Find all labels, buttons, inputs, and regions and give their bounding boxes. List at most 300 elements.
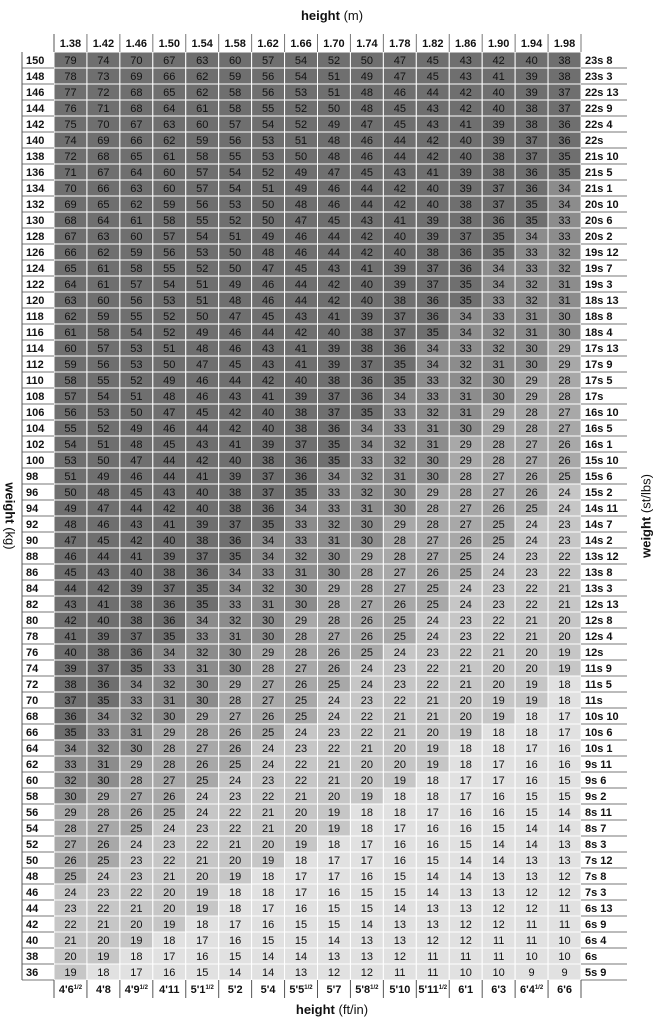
bmi-value: 56 (64, 407, 77, 419)
bmi-value: 37 (393, 327, 406, 339)
bmi-value: 68 (130, 87, 143, 99)
bmi-value: 12 (525, 887, 538, 899)
bmi-value: 24 (558, 503, 571, 515)
bmi-value: 37 (97, 663, 110, 675)
bmi-value: 35 (196, 599, 209, 611)
bmi-value: 23 (229, 791, 242, 803)
bmi-value: 19 (196, 903, 209, 915)
height-ft-label: $5'8^{1/2}$ (355, 984, 379, 996)
bmi-value: 22 (426, 679, 439, 691)
bmi-value: 14 (525, 839, 538, 851)
bmi-value: 24 (294, 727, 308, 739)
bmi-value: 13 (525, 871, 538, 883)
bmi-value: 18 (525, 711, 538, 723)
bmi-value: 24 (163, 823, 176, 835)
bmi-value: 14 (525, 823, 538, 835)
bmi-value: 37 (525, 151, 538, 163)
bmi-value: 30 (196, 679, 209, 691)
bmi-value: 68 (130, 103, 143, 115)
bmi-value: 29 (360, 551, 374, 563)
bmi-value: 44 (261, 327, 275, 339)
height-m-label: 1.74 (356, 38, 378, 50)
bmi-value: 27 (492, 487, 505, 499)
bmi-value: 22 (261, 791, 275, 803)
weight-kg-label: 84 (26, 583, 39, 595)
weight-kg-label: 92 (26, 519, 39, 531)
bmi-value: 24 (261, 743, 275, 755)
bmi-value: 40 (64, 647, 77, 659)
height-ft-label: $5'1^{1/2}$ (190, 984, 214, 996)
bmi-value: 16 (558, 759, 571, 771)
bmi-value: 32 (64, 775, 77, 787)
bmi-value: 56 (229, 135, 242, 147)
bmi-value: 11 (558, 903, 571, 915)
bmi-value: 35 (426, 327, 439, 339)
bmi-value: 24 (525, 519, 538, 531)
bmi-value: 22 (459, 647, 472, 659)
bmi-value: 64 (97, 215, 110, 227)
bmi-value: 14 (229, 967, 242, 979)
bmi-value: 37 (558, 103, 571, 115)
bmi-value: 18 (229, 887, 242, 899)
bmi-value: 10 (459, 967, 472, 979)
bmi-value: 15 (261, 935, 275, 947)
bmi-value: 20 (459, 711, 472, 723)
bmi-value: 42 (327, 295, 341, 307)
bmi-value: 15 (360, 903, 374, 915)
height-ft-label: 5'4 (260, 984, 276, 996)
bmi-value: 17 (294, 871, 308, 883)
bmi-value: 17 (426, 807, 439, 819)
bmi-value: 24 (426, 631, 439, 643)
bmi-value: 36 (525, 167, 538, 179)
bmi-value: 47 (97, 503, 110, 515)
bmi-value: 58 (97, 327, 110, 339)
bmi-value: 31 (97, 759, 110, 771)
bmi-value: 27 (393, 583, 406, 595)
bmi-value: 14 (426, 887, 439, 899)
bmi-value: 18 (327, 839, 341, 851)
bmi-value: 38 (492, 151, 505, 163)
bmi-value: 23 (360, 695, 374, 707)
bmi-value: 19 (558, 647, 571, 659)
bmi-value: 21 (459, 663, 472, 675)
bmi-value: 18 (229, 903, 242, 915)
bmi-value: 35 (558, 167, 571, 179)
bmi-value: 13 (393, 919, 406, 931)
weight-kg-label: 66 (26, 727, 39, 739)
bmi-value: 34 (492, 279, 505, 291)
bmi-value: 18 (393, 807, 406, 819)
weight-st-label: 8s 11 (585, 807, 612, 819)
weight-kg-label: 64 (26, 743, 39, 755)
bmi-value: 31 (426, 439, 439, 451)
bmi-value: 33 (130, 695, 143, 707)
bmi-value: 26 (130, 807, 143, 819)
bmi-value: 25 (294, 711, 308, 723)
bmi-value: 65 (130, 151, 143, 163)
bmi-value: 19 (261, 855, 275, 867)
weight-st-label: 20s 10 (585, 199, 619, 211)
bmi-value: 48 (196, 343, 209, 355)
bmi-value: 24 (97, 871, 110, 883)
bmi-value: 38 (294, 423, 308, 435)
bmi-value: 44 (229, 375, 242, 387)
bmi-value: 18 (163, 935, 176, 947)
bmi-value: 40 (360, 295, 374, 307)
bmi-value: 42 (459, 87, 472, 99)
bmi-value: 39 (426, 215, 439, 227)
bmi-value: 36 (327, 423, 341, 435)
weight-kg-label: 122 (26, 279, 45, 291)
bmi-value: 14 (261, 951, 275, 963)
weight-kg-label: 126 (26, 247, 45, 259)
weight-kg-label: 98 (26, 471, 39, 483)
bmi-value: 20 (64, 951, 77, 963)
bmi-value: 28 (393, 551, 406, 563)
bmi-value: 29 (426, 487, 439, 499)
bmi-value: 24 (459, 583, 472, 595)
bmi-value: 43 (261, 359, 275, 371)
bmi-value: 47 (393, 55, 406, 67)
bmi-value: 44 (196, 423, 209, 435)
bmi-value: 49 (97, 471, 110, 483)
bmi-value: 32 (196, 647, 209, 659)
bmi-value: 23 (492, 599, 505, 611)
bmi-value: 55 (163, 263, 176, 275)
bmi-value: 58 (229, 87, 242, 99)
weight-kg-label: 82 (26, 599, 39, 611)
bmi-value: 19 (525, 679, 538, 691)
bmi-value: 52 (294, 103, 308, 115)
weight-st-label: 13s 8 (585, 567, 613, 579)
bmi-value: 28 (327, 599, 341, 611)
bmi-value: 14 (459, 871, 472, 883)
bmi-value: 36 (196, 567, 209, 579)
bmi-value: 31 (558, 295, 571, 307)
bmi-value: 42 (130, 535, 143, 547)
bmi-value: 50 (294, 151, 308, 163)
bmi-value: 74 (64, 135, 77, 147)
bmi-value: 41 (229, 439, 242, 451)
bmi-value: 32 (97, 743, 110, 755)
bmi-value: 38 (525, 103, 538, 115)
bmi-value: 12 (393, 951, 406, 963)
bmi-value: 45 (360, 167, 374, 179)
bmi-value: 14 (426, 871, 439, 883)
bmi-value: 20 (558, 631, 571, 643)
bmi-value: 33 (492, 295, 505, 307)
bmi-value: 15 (558, 791, 571, 803)
bmi-value: 12 (558, 871, 571, 883)
bmi-value: 33 (558, 231, 571, 243)
bmi-value: 60 (97, 295, 110, 307)
bmi-value: 17 (459, 791, 472, 803)
bmi-value: 56 (130, 295, 143, 307)
bmi-value: 40 (492, 103, 505, 115)
bmi-value: 40 (97, 615, 110, 627)
bmi-value: 35 (196, 583, 209, 595)
bmi-value: 50 (196, 311, 209, 323)
bmi-value: 45 (261, 311, 275, 323)
bmi-value: 40 (393, 231, 406, 243)
bmi-value: 47 (393, 71, 406, 83)
bmi-value: 37 (426, 279, 439, 291)
bmi-value: 54 (294, 55, 308, 67)
bmi-value: 14 (360, 919, 374, 931)
bmi-value: 47 (261, 263, 275, 275)
weight-kg-label: 150 (26, 55, 45, 67)
bmi-value: 54 (261, 119, 275, 131)
bmi-value: 49 (360, 71, 374, 83)
bmi-value: 25 (229, 759, 242, 771)
bmi-value: 44 (327, 247, 341, 259)
bmi-value: 52 (196, 263, 209, 275)
bmi-value: 38 (459, 215, 472, 227)
bmi-value: 16 (196, 951, 209, 963)
bmi-value: 69 (130, 71, 143, 83)
bmi-value: 24 (196, 791, 209, 803)
bmi-value: 17 (360, 855, 374, 867)
bmi-value: 35 (97, 695, 110, 707)
bmi-value: 33 (525, 263, 538, 275)
bmi-value: 50 (97, 455, 110, 467)
bmi-value: 20 (327, 791, 341, 803)
bmi-value: 45 (393, 103, 406, 115)
bmi-value: 23 (525, 567, 538, 579)
bmi-value: 27 (393, 567, 406, 579)
bmi-value: 56 (261, 71, 275, 83)
weight-kg-label: 70 (26, 695, 39, 707)
bmi-value: 9 (561, 967, 568, 979)
bmi-value: 22 (294, 775, 308, 787)
height-ft-label: 6'3 (491, 984, 507, 996)
bmi-value: 28 (426, 503, 439, 515)
bmi-value: 40 (261, 407, 275, 419)
bmi-value: 26 (525, 487, 538, 499)
bmi-value: 50 (130, 407, 143, 419)
bmi-value: 69 (97, 135, 110, 147)
bmi-value: 24 (525, 535, 538, 547)
bmi-value: 22 (196, 839, 209, 851)
bmi-value: 46 (327, 183, 341, 195)
bmi-value: 25 (525, 503, 538, 515)
bmi-value: 19 (558, 663, 571, 675)
bmi-value: 37 (492, 199, 505, 211)
bmi-value: 17 (196, 935, 209, 947)
bmi-value: 21 (525, 615, 538, 627)
bmi-value: 31 (130, 727, 143, 739)
weight-st-label: 13s 3 (585, 583, 613, 595)
bmi-value: 21 (360, 743, 374, 755)
bmi-value: 25 (459, 567, 472, 579)
bmi-value: 23 (196, 823, 209, 835)
weight-kg-label: 96 (26, 487, 39, 499)
weight-st-label: 12s 13 (585, 599, 619, 611)
weight-kg-label: 134 (26, 183, 45, 195)
bmi-value: 55 (261, 103, 275, 115)
bmi-value: 13 (558, 855, 571, 867)
bmi-value: 36 (459, 263, 472, 275)
bmi-value: 19 (426, 743, 439, 755)
bmi-value: 29 (558, 343, 571, 355)
bmi-value: 29 (525, 375, 538, 387)
bmi-value: 20 (97, 935, 110, 947)
bmi-value: 70 (97, 119, 110, 131)
bmi-value: 20 (196, 871, 209, 883)
bmi-value: 53 (130, 343, 143, 355)
bmi-value: 16 (393, 855, 406, 867)
bmi-value: 15 (525, 807, 538, 819)
bmi-value: 29 (459, 455, 472, 467)
bmi-value: 28 (360, 583, 374, 595)
bmi-value: 55 (97, 375, 110, 387)
bmi-value: 45 (294, 263, 308, 275)
bmi-value: 68 (97, 151, 110, 163)
bmi-value: 26 (525, 471, 538, 483)
bmi-value: 19 (360, 791, 374, 803)
bmi-value: 37 (426, 263, 439, 275)
bmi-value: 32 (525, 295, 538, 307)
bmi-value: 25 (459, 551, 472, 563)
bmi-value: 47 (294, 215, 308, 227)
bmi-value: 53 (64, 455, 77, 467)
bmi-value: 38 (163, 567, 176, 579)
bmi-value: 12 (558, 887, 571, 899)
bmi-value: 20 (426, 727, 439, 739)
bmi-value: 12 (492, 919, 505, 931)
bmi-value: 46 (261, 279, 275, 291)
bmi-value: 15 (327, 919, 341, 931)
bmi-value: 71 (64, 167, 77, 179)
bmi-value: 27 (261, 679, 275, 691)
bmi-value: 54 (97, 391, 110, 403)
bmi-value: 22 (492, 631, 505, 643)
bmi-value: 40 (261, 423, 275, 435)
bmi-value: 10 (492, 967, 505, 979)
bmi-value: 24 (360, 663, 374, 675)
bmi-value: 38 (130, 599, 143, 611)
bmi-value: 34 (558, 199, 571, 211)
bmi-value: 36 (558, 135, 571, 147)
bmi-value: 52 (229, 215, 242, 227)
bmi-value: 54 (196, 231, 209, 243)
bmi-value: 23 (163, 839, 176, 851)
bmi-value: 34 (426, 343, 439, 355)
bmi-value: 19 (294, 839, 308, 851)
bmi-value: 26 (360, 615, 374, 627)
bmi-value: 58 (64, 375, 77, 387)
bmi-value: 46 (327, 199, 341, 211)
bmi-value: 35 (393, 359, 406, 371)
bmi-value: 14 (558, 807, 571, 819)
bmi-value: 46 (64, 551, 77, 563)
bmi-value: 30 (525, 343, 538, 355)
bmi-value: 21 (459, 679, 472, 691)
weight-kg-label: 48 (26, 871, 39, 883)
bmi-value: 65 (97, 199, 110, 211)
weight-st-label: 11s (585, 695, 603, 707)
bmi-value: 76 (64, 103, 77, 115)
bmi-value: 46 (360, 135, 374, 147)
bmi-value: 22 (426, 663, 439, 675)
height-ft-label: $4'6^{1/2}$ (58, 984, 83, 996)
weight-st-label: 10s 6 (585, 727, 613, 739)
bmi-value: 38 (229, 487, 242, 499)
weight-st-label: 16s 1 (585, 439, 613, 451)
weight-st-label: 15s 6 (585, 471, 613, 483)
bmi-value: 72 (64, 151, 77, 163)
bmi-value: 27 (97, 823, 110, 835)
bmi-value: 13 (393, 935, 406, 947)
weight-kg-label: 88 (26, 551, 39, 563)
bmi-value: 27 (459, 519, 472, 531)
bmi-value: 15 (294, 935, 308, 947)
bmi-value: 30 (97, 775, 110, 787)
weight-kg-label: 106 (26, 407, 45, 419)
bmi-value: 49 (294, 167, 308, 179)
weight-kg-label: 76 (26, 647, 39, 659)
bmi-value: 16 (525, 759, 538, 771)
bmi-value: 63 (130, 183, 143, 195)
bmi-value: 38 (525, 119, 538, 131)
height-m-label: 1.50 (158, 38, 180, 50)
bmi-value: 62 (163, 135, 176, 147)
bmi-value: 41 (492, 71, 505, 83)
bmi-value: 18 (459, 759, 472, 771)
bmi-value: 28 (130, 775, 143, 787)
bmi-value: 36 (97, 679, 110, 691)
bmi-value: 29 (261, 647, 275, 659)
bmi-value: 27 (426, 551, 439, 563)
bmi-value: 29 (327, 583, 341, 595)
bmi-value: 10 (558, 935, 571, 947)
bmi-value: 50 (360, 55, 374, 67)
bmi-value: 40 (459, 135, 472, 147)
bmi-value: 46 (261, 295, 275, 307)
bmi-value: 58 (130, 263, 143, 275)
weight-st-label: 18s 13 (585, 295, 619, 307)
bmi-value: 30 (294, 583, 308, 595)
bmi-value: 70 (130, 55, 143, 67)
weight-kg-label: 140 (26, 135, 45, 147)
bmi-value: 20 (229, 855, 242, 867)
weight-kg-label: 40 (26, 935, 39, 947)
bmi-value: 35 (327, 455, 341, 467)
bmi-value: 27 (196, 743, 209, 755)
bmi-value: 30 (393, 487, 406, 499)
bmi-value: 38 (130, 615, 143, 627)
bmi-value: 20 (294, 807, 308, 819)
bmi-value: 15 (426, 855, 439, 867)
bmi-value: 20 (525, 663, 538, 675)
bmi-value: 37 (459, 231, 472, 243)
bmi-value: 24 (426, 615, 439, 627)
bmi-value: 19 (492, 711, 505, 723)
bmi-value: 41 (163, 519, 176, 531)
bmi-value: 37 (196, 551, 209, 563)
weight-st-label: 21s 5 (585, 167, 613, 179)
bmi-value: 44 (393, 151, 406, 163)
bmi-value: 51 (196, 279, 209, 291)
bmi-value: 22 (130, 887, 143, 899)
bmi-value: 29 (163, 727, 176, 739)
bmi-value: 15 (393, 887, 406, 899)
bmi-value: 20 (393, 759, 406, 771)
bmi-value: 17 (492, 759, 505, 771)
right-axis-title-text: weight (638, 516, 654, 558)
height-m-label: 1.54 (191, 38, 213, 50)
